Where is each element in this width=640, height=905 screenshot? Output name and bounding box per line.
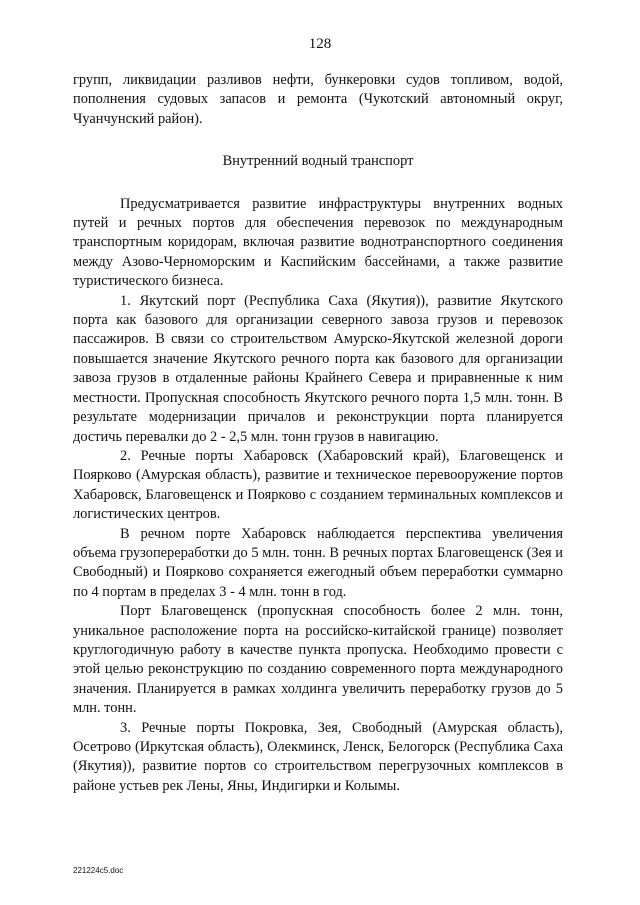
footer-file-code: 221224c5.doc: [73, 866, 124, 875]
paragraph: 3. Речные порты Покровка, Зея, Свободный (Амурская область), Осетрово (Иркутская область), Олекминск, Ленск, Белогорск (Республика Саха (Якутия)), развитие портов со строительством перегрузочных комплексов в районе устьев рек Лены, Яны, Индигирки и Колымы.: [73, 719, 563, 794]
paragraph: В речном порте Хабаровск наблюдается перспектива увеличения объема грузопереработки до 5 млн. тонн. В речных портах Благовещенск (Зея и Свободный) и Поярково сохраняется ежегодный объем переработки суммарно по 4 портам в пределах 3 - 4 млн. тонн в год.: [73, 525, 563, 600]
intro-paragraph: групп, ликвидации разливов нефти, бункеровки судов топливом, водой, пополнения судовых запасов и ремонта (Чукотский автономный округ, Чуанчунский район).: [73, 72, 563, 127]
document-body: [73, 71, 563, 796]
page-number: 128: [308, 36, 332, 52]
paragraph: 2. Речные порты Хабаровск (Хабаровский край), Благовещенск и Поярково (Амурская область), развитие и техническое перевооружение портов Хабаровск, Благовещенск и Поярково с созданием терминальных комплексов и логистических центров.: [73, 447, 563, 523]
paragraph: Порт Благовещенск (пропускная способность более 2 млн. тонн, уникальное расположение порта на российско-китайской границе) позволяет круглогодичную работу в качестве пункта пропуска. Необходимо провести с этой целью реконструкцию по созданию современного порта международного значения. Планируется в рамках холдинга увеличить переработку грузов до 5 млн. тонн.: [73, 603, 563, 717]
paragraph: 1. Якутский порт (Республика Саха (Якутия)), развитие Якутского порта как базового для организации северного завоза грузов и перевозок пассажиров. В связи со строительством Амурско-Якутской железной дороги повышается значение Якутского речного порта как базового для организации завоза грузов в отдаленные районы Крайнего Севера и приравненные к ним местности. Пропускная способность Якутского речного порта 1,5 млн. тонн. В результате модернизации причалов и реконструкции порта планируется достичь перевалки до 2 - 2,5 млн. тонн грузов в навигацию.: [73, 292, 563, 445]
paragraph: Предусматривается развитие инфраструктуры внутренних водных путей и речных портов для обеспечения перевозок по международным транспортным коридорам, включая развитие воднотранспортного соединения между Азово-Черноморским и Каспийским бассейнами, а также развитие туристического бизнеса.: [73, 195, 563, 290]
section-heading: Внутренний водный транспорт: [222, 153, 414, 170]
